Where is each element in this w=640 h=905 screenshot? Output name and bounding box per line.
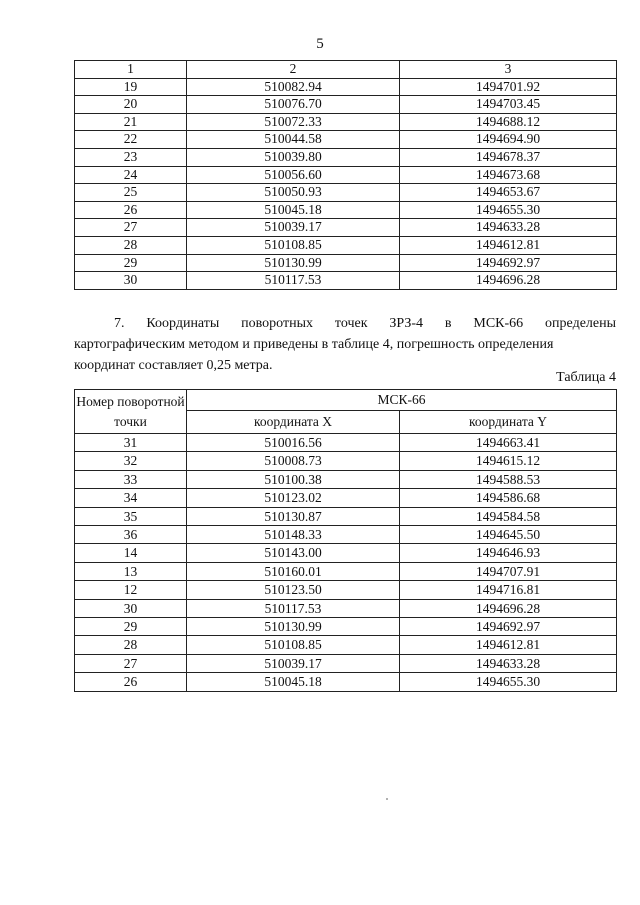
table-row [75,201,617,219]
coordinate-y-cell: 1494646.93 [400,544,617,562]
coordinate-x-cell: 510016.56 [187,434,400,452]
coordinate-x-cell: 510076.70 [187,96,400,114]
coordinate-y-cell: 1494692.97 [400,618,617,636]
point-number-cell: 27 [75,654,187,672]
header-col-3: 3 [400,61,617,79]
coordinate-x-cell: 510050.93 [187,184,400,202]
coordinate-x-cell: 510123.02 [187,489,400,507]
coordinate-y-cell: 1494612.81 [400,236,617,254]
table-row [75,254,617,272]
header-point-number: Номер поворотной точки [75,390,187,434]
coordinate-x-cell: 510160.01 [187,562,400,580]
coordinate-x-cell: 510130.99 [187,618,400,636]
coordinate-y-cell: 1494653.67 [400,184,617,202]
coordinate-x-cell: 510130.99 [187,254,400,272]
point-number-cell: 35 [75,507,187,525]
table-row [75,581,617,599]
coordinate-y-cell: 1494655.30 [400,673,617,691]
point-number-cell: 22 [75,131,187,149]
coordinate-y-cell: 1494696.28 [400,272,617,290]
coordinate-x-cell: 510123.50 [187,581,400,599]
coordinates-table-continued [74,60,617,290]
coordinate-x-cell: 510039.17 [187,654,400,672]
table-row [75,148,617,166]
coordinate-x-cell: 510072.33 [187,113,400,131]
coordinate-y-cell: 1494633.28 [400,654,617,672]
coordinate-x-cell: 510108.85 [187,236,400,254]
coordinate-x-cell: 510039.17 [187,219,400,237]
table-row [75,434,617,452]
coordinate-x-cell: 510008.73 [187,452,400,470]
table-row [75,636,617,654]
table-row [75,618,617,636]
table-row [75,470,617,488]
coordinate-y-cell: 1494707.91 [400,562,617,580]
coordinate-y-cell: 1494692.97 [400,254,617,272]
coordinate-x-cell: 510056.60 [187,166,400,184]
table-row [75,113,617,131]
coordinate-y-cell: 1494694.90 [400,131,617,149]
coordinate-y-cell: 1494701.92 [400,78,617,96]
coordinate-y-cell: 1494655.30 [400,201,617,219]
table-row [75,452,617,470]
paragraph-line-1: 7. Координаты поворотных точек ЗРЗ-4 в МСК-66 определены [114,316,616,331]
coordinate-y-cell: 1494588.53 [400,470,617,488]
table-row [75,131,617,149]
table-row [75,562,617,580]
coordinate-x-cell: 510117.53 [187,599,400,617]
coordinate-y-cell: 1494615.12 [400,452,617,470]
table-row [75,78,617,96]
coordinate-y-cell: 1494663.41 [400,434,617,452]
coordinate-x-cell: 510044.58 [187,131,400,149]
point-number-cell: 21 [75,113,187,131]
header-coordinate-system: МСК-66 [187,390,617,411]
point-number-cell: 29 [75,618,187,636]
table-header-row [75,61,617,79]
coordinate-x-cell: 510045.18 [187,201,400,219]
point-number-cell: 19 [75,78,187,96]
table-caption: Таблица 4 [556,370,616,385]
point-number-cell: 25 [75,184,187,202]
scan-speck [386,798,388,800]
point-number-cell: 33 [75,470,187,488]
table-row [75,219,617,237]
point-number-cell: 20 [75,96,187,114]
coordinate-x-cell: 510039.80 [187,148,400,166]
point-number-cell: 32 [75,452,187,470]
coordinate-y-cell: 1494678.37 [400,148,617,166]
coordinate-y-cell: 1494716.81 [400,581,617,599]
table-row [75,673,617,691]
point-number-cell: 30 [75,272,187,290]
table-row [75,96,617,114]
point-number-cell: 24 [75,166,187,184]
table-row [75,599,617,617]
coordinate-x-cell: 510117.53 [187,272,400,290]
header-coordinate-x: координата X [187,411,400,434]
coordinate-y-cell: 1494584.58 [400,507,617,525]
coordinate-x-cell: 510148.33 [187,526,400,544]
point-number-cell: 30 [75,599,187,617]
coordinate-y-cell: 1494696.28 [400,599,617,617]
table-row [75,236,617,254]
point-number-cell: 13 [75,562,187,580]
table-row [75,272,617,290]
point-number-cell: 31 [75,434,187,452]
table-row [75,544,617,562]
point-number-cell: 26 [75,201,187,219]
coordinate-y-cell: 1494688.12 [400,113,617,131]
table-row [75,166,617,184]
paragraph-line-3: координат составляет 0,25 метра. [74,358,273,373]
coordinate-y-cell: 1494645.50 [400,526,617,544]
coordinate-x-cell: 510100.38 [187,470,400,488]
table-row [75,526,617,544]
coordinate-x-cell: 510045.18 [187,673,400,691]
header-col-1: 1 [75,61,187,79]
coordinate-y-cell: 1494612.81 [400,636,617,654]
point-number-cell: 14 [75,544,187,562]
point-number-cell: 28 [75,236,187,254]
header-coordinate-y: координата Y [400,411,617,434]
coordinate-y-cell: 1494703.45 [400,96,617,114]
point-number-cell: 27 [75,219,187,237]
coordinate-y-cell: 1494586.68 [400,489,617,507]
table-header-row [75,390,617,411]
point-number-cell: 28 [75,636,187,654]
coordinate-y-cell: 1494673.68 [400,166,617,184]
header-col-2: 2 [187,61,400,79]
point-number-cell: 26 [75,673,187,691]
paragraph-line-2: картографическим методом и приведены в таблице 4, погрешность определения [74,337,554,352]
coordinate-x-cell: 510143.00 [187,544,400,562]
coordinates-table-4 [74,389,617,692]
point-number-cell: 12 [75,581,187,599]
table-row [75,489,617,507]
coordinate-x-cell: 510082.94 [187,78,400,96]
paragraph-7 [74,313,616,376]
point-number-cell: 36 [75,526,187,544]
point-number-cell: 34 [75,489,187,507]
point-number-cell: 29 [75,254,187,272]
table-row [75,507,617,525]
coordinate-y-cell: 1494633.28 [400,219,617,237]
point-number-cell: 23 [75,148,187,166]
coordinate-x-cell: 510108.85 [187,636,400,654]
table-row [75,184,617,202]
table-row [75,654,617,672]
page-number: 5 [316,36,324,52]
coordinate-x-cell: 510130.87 [187,507,400,525]
